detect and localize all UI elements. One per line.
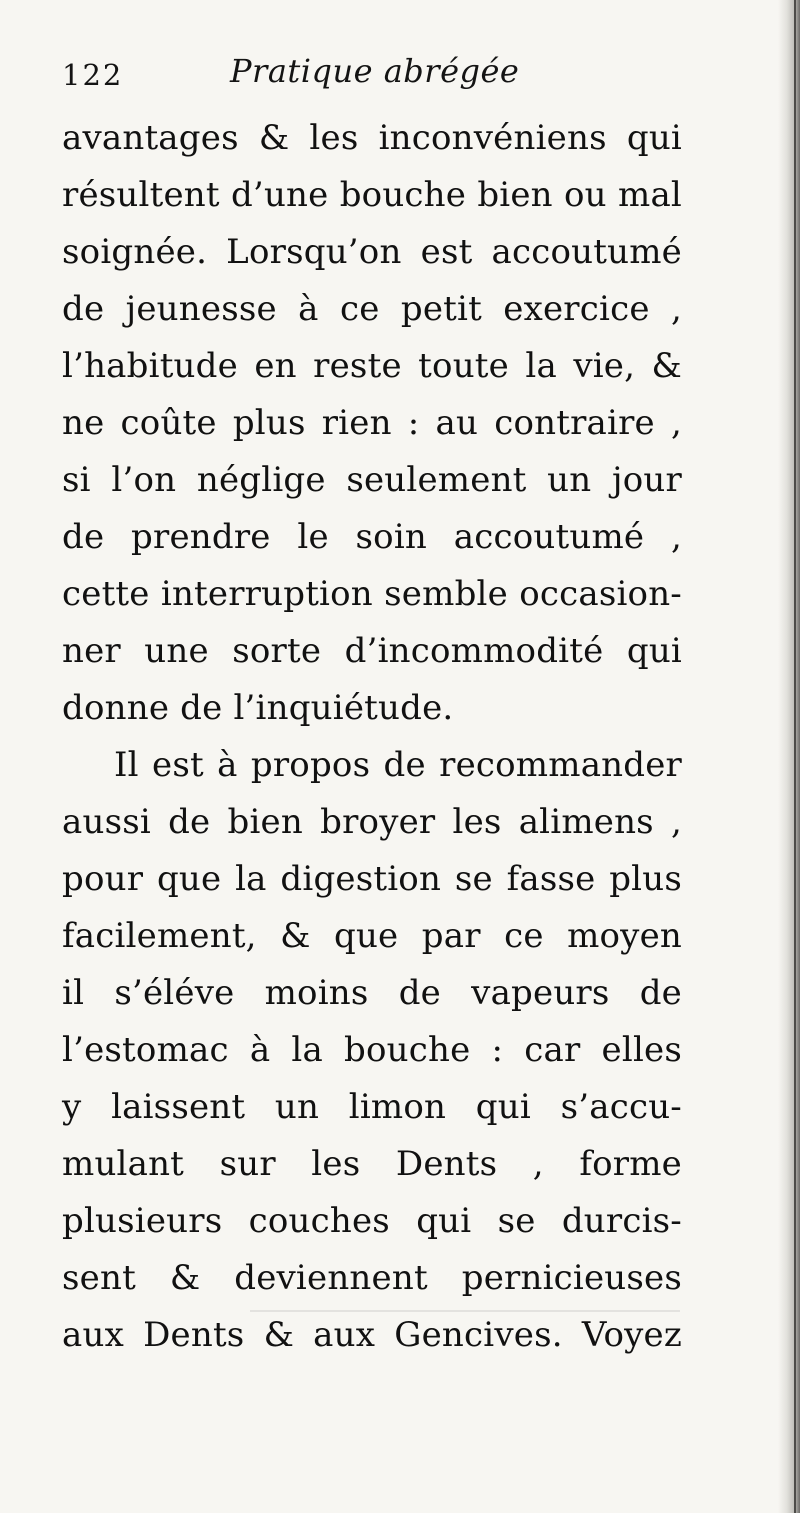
text-line: si l’on néglige seulement un jour xyxy=(62,460,682,500)
text-line: ner une sorte d’incommodité qui xyxy=(62,631,682,671)
text-line: y laissent un limon qui s’accu- xyxy=(62,1087,682,1127)
text-line: il s’éléve moins de vapeurs de xyxy=(62,973,682,1013)
page-gutter-shadow xyxy=(778,0,800,1513)
paragraph-start-line: Il est à propos de recommander xyxy=(114,745,682,785)
text-line: cette interruption semble occasion- xyxy=(62,574,682,614)
text-line: soignée. Lorsqu’on est accoutumé xyxy=(62,232,682,272)
text-line: l’estomac à la bouche : car elles xyxy=(62,1030,682,1070)
text-line: aussi de bien broyer les alimens , xyxy=(62,802,682,842)
running-title: Pratique abrégée xyxy=(230,52,520,90)
body-text xyxy=(62,110,682,1364)
text-line: de prendre le soin accoutumé , xyxy=(62,517,682,557)
text-line: de jeunesse à ce petit exercice , xyxy=(62,289,682,329)
text-line: aux Dents & aux Gencives. Voyez xyxy=(62,1315,682,1355)
text-line: avantages & les inconvéniens qui xyxy=(62,118,682,158)
text-line: mulant sur les Dents , forme xyxy=(62,1144,682,1184)
text-line: facilement, & que par ce moyen xyxy=(62,916,682,956)
page-edge xyxy=(794,0,796,1513)
text-line: résultent d’une bouche bien ou mal xyxy=(62,175,682,215)
running-head xyxy=(62,52,742,102)
text-line: plusieurs couches qui se durcis- xyxy=(62,1201,682,1241)
page-number: 122 xyxy=(62,58,124,92)
paragraph-end-line: donne de l’inquiétude. xyxy=(62,688,454,728)
text-line: l’habitude en reste toute la vie, & xyxy=(62,346,682,386)
text-line: ne coûte plus rien : au contraire , xyxy=(62,403,682,443)
text-line: pour que la digestion se fasse plus xyxy=(62,859,682,899)
text-line: sent & deviennent pernicieuses xyxy=(62,1258,682,1298)
